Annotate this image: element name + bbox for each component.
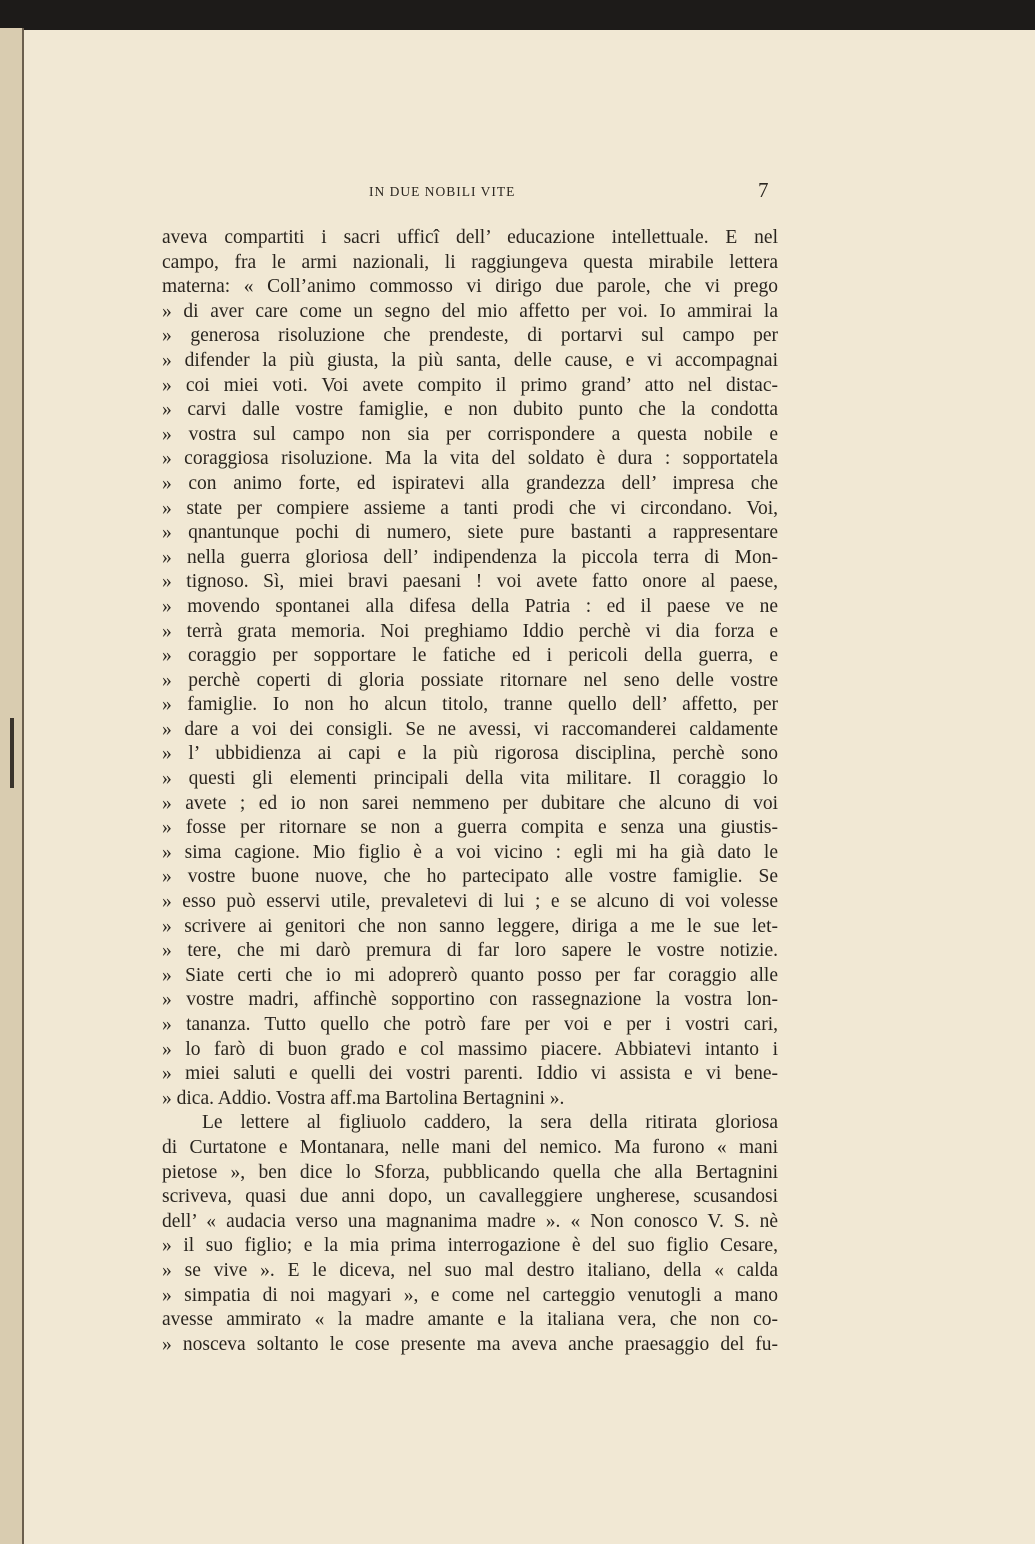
text-line: aveva compartiti i sacri ufficî dell’ educazione intellettuale. E nel (162, 227, 778, 248)
text-line: » nosceva soltanto le cose presente ma aveva anche praesaggio del fu- (162, 1333, 778, 1355)
text-line: pietose », ben dice lo Sforza, pubblicando quella che alla Bertagnini (162, 1161, 778, 1183)
binding-stitch (10, 718, 14, 788)
text-line: » l’ ubbidienza ai capi e la più rigorosa disciplina, perchè sono (162, 743, 778, 765)
text-line: » miei saluti e quelli dei vostri parenti. Iddio vi assista e vi bene- (162, 1063, 778, 1085)
text-line: » avete ; ed io non sarei nemmeno per dubitare che alcuno di voi (162, 792, 778, 814)
text-line: » vostre buone nuove, che ho partecipato alle vostre famiglie. Se (162, 866, 778, 888)
body-text (162, 226, 778, 1357)
text-line: » simpatia di noi magyari », e come nel carteggio venutogli a mano (162, 1284, 778, 1306)
text-line: dell’ « audacia verso una magnanima madre ». « Non conosco V. S. nè (162, 1210, 778, 1232)
text-line: » coi miei voti. Voi avete compito il primo grand’ atto nel distac- (162, 374, 778, 396)
text-line: » questi gli elementi principali della vita militare. Il coraggio lo (162, 768, 778, 790)
text-line: scriveva, quasi due anni dopo, un cavalleggiere ungherese, scusandosi (162, 1186, 778, 1208)
text-line: » terrà grata memoria. Noi preghiamo Iddio perchè vi dia forza e (162, 620, 778, 642)
text-line: » perchè coperti di gloria possiate ritornare nel seno delle vostre (162, 669, 778, 691)
text-line: » se vive ». E le diceva, nel suo mal destro italiano, della « calda (162, 1259, 778, 1281)
text-line: campo, fra le armi nazionali, li raggiungeva questa mirabile lettera (162, 251, 778, 273)
text-line: » carvi dalle vostre famiglie, e non dubito punto che la condotta (162, 399, 778, 421)
text-line: » famiglie. Io non ho alcun titolo, tranne quello dell’ affetto, per (162, 694, 778, 716)
text-line: » state per compiere assieme a tanti prodi che vi circondano. Voi, (162, 497, 778, 519)
text-line: » generosa risoluzione che prendeste, di portarvi sul campo per (162, 325, 778, 347)
text-line: materna: « Coll’animo commosso vi dirigo due parole, che vi prego (162, 276, 778, 298)
text-line: » il suo figlio; e la mia prima interrogazione è del suo figlio Cesare, (162, 1235, 778, 1257)
text-line: » lo farò di buon grado e col massimo piacere. Abbiatevi intanto i (162, 1038, 778, 1060)
previous-page-edge (0, 28, 24, 1544)
text-line: » nella guerra gloriosa dell’ indipendenza la piccola terra di Mon- (162, 546, 778, 568)
running-title: IN DUE NOBILI VITE (369, 184, 516, 199)
text-line: » dica. Addio. Vostra aff.ma Bartolina Bertagnini ». (162, 1087, 565, 1109)
text-line: » sima cagione. Mio figlio è a voi vicino : egli mi ha già dato le (162, 841, 778, 863)
text-line: » vostra sul campo non sia per corrispondere a questa nobile e (162, 423, 778, 445)
text-line: » vostre madri, affinchè sopportino con rassegnazione la vostra lon- (162, 989, 778, 1011)
text-line: » qnantunque pochi di numero, siete pure bastanti a rappresentare (162, 522, 778, 544)
text-line: di Curtatone e Montanara, nelle mani del nemico. Ma furono « mani (162, 1136, 778, 1158)
text-line: » scrivere ai genitori che non sanno leggere, diriga a me le sue let- (162, 915, 778, 937)
page-number: 7 (758, 178, 769, 202)
text-line: » coraggiosa risoluzione. Ma la vita del soldato è dura : sopportatela (162, 448, 778, 470)
book-page (24, 30, 1035, 1544)
text-line: » con animo forte, ed ispiratevi alla grandezza dell’ impresa che (162, 472, 778, 494)
text-line: » dare a voi dei consigli. Se ne avessi, vi raccomanderei caldamente (162, 718, 778, 740)
text-line: » movendo spontanei alla difesa della Patria : ed il paese ve ne (162, 595, 778, 617)
text-line: » tananza. Tutto quello che potrò fare per voi e per i vostri cari, (162, 1014, 778, 1035)
text-line: » fosse per ritornare se non a guerra compita e senza una giustis- (162, 817, 778, 839)
text-line: » di aver care come un segno del mio affetto per voi. Io ammirai la (162, 300, 778, 322)
text-line: » tere, che mi darò premura di far loro sapere le vostre notizie. (162, 940, 778, 962)
text-line: avesse ammirato « la madre amante e la italiana vera, che non co- (162, 1309, 778, 1331)
text-line: » tignoso. Sì, miei bravi paesani ! voi avete fatto onore al paese, (162, 571, 778, 593)
text-line: Le lettere al figliuolo caddero, la sera della ritirata gloriosa (202, 1112, 778, 1134)
text-line: » difender la più giusta, la più santa, delle cause, e vi accompagnai (162, 349, 778, 371)
text-line: » coraggio per sopportare le fatiche ed i pericoli della guerra, e (162, 645, 778, 667)
text-line: » Siate certi che io mi adoprerò quanto posso per far coraggio alle (162, 964, 778, 986)
text-line: » esso può esservi utile, prevaletevi di lui ; e se alcuno di voi volesse (162, 891, 778, 913)
